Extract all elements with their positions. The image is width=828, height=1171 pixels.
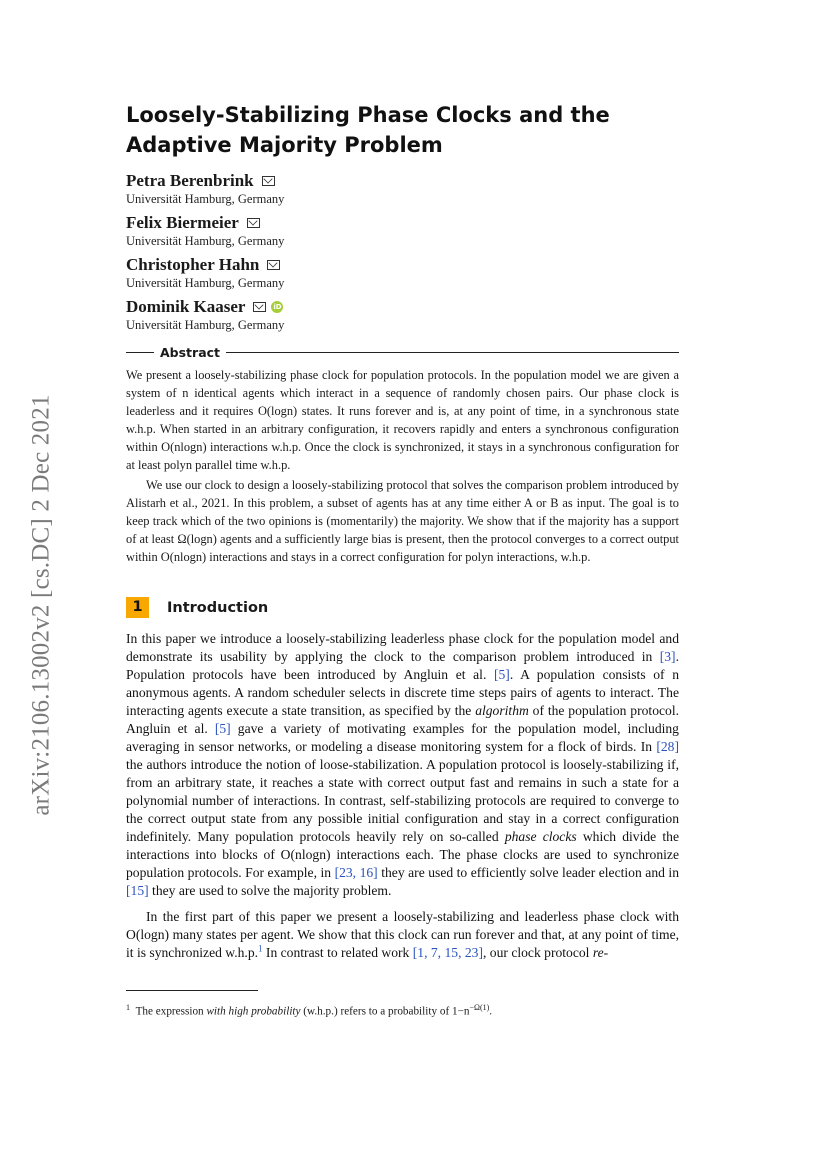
citation-link[interactable]: [15] xyxy=(126,883,149,898)
divider xyxy=(226,352,679,353)
footnote-divider xyxy=(126,990,258,991)
abstract-body xyxy=(126,366,679,566)
arxiv-identifier xyxy=(22,370,62,840)
orcid-icon[interactable]: iD xyxy=(273,302,282,311)
mail-icon[interactable] xyxy=(262,176,275,186)
paper-title: Loosely-Stabilizing Phase Clocks and the Adaptive Majority Problem xyxy=(126,103,610,157)
author-block xyxy=(126,212,686,249)
citation-link[interactable]: [5] xyxy=(493,667,510,682)
citation-link[interactable]: [23, 16] xyxy=(334,865,378,880)
author-name: Felix Biermeier xyxy=(126,213,239,232)
text-run: The expression xyxy=(135,1005,207,1018)
citation-link[interactable]: [1, 7, 15, 23] xyxy=(412,945,483,960)
text-run: (w.h.p.) refers to a probability of 1−n xyxy=(300,1005,470,1018)
text-run: . A population consists of n anonymous agents. A random scheduler selects in discrete time steps pairs of agents to interact. The interacting agents execute a state transition, as specified by the xyxy=(126,667,679,718)
author-list xyxy=(126,170,686,338)
mail-icon[interactable] xyxy=(253,302,266,312)
footnote-marker[interactable]: 1 xyxy=(258,943,263,954)
abstract-paragraph: We present a loosely-stabilizing phase clock for population protocols. In the population model we are given a system of n identical agents which interact in a sequence of randomly chosen pairs. Our phase clock is leaderless and it requires O(logn) states. It runs forever and is, at any point of time, in a synchronous state w.h.p. When started in an arbitrary configuration, it recovers rapidly and enters a synchronous configuration within O(nlogn) interactions w.h.p. Once the clock is synchronized, it stays in a synchronous configuration for at least polyn parallel time w.h.p. xyxy=(126,368,679,472)
footnote-number: 1 xyxy=(126,1003,130,1012)
section-number: 1 xyxy=(126,597,149,618)
section-title: Introduction xyxy=(167,599,269,616)
body-paragraph xyxy=(126,630,679,900)
divider xyxy=(126,352,154,353)
author-affiliation: Universität Hamburg, Germany xyxy=(126,318,285,332)
abstract-heading-text: Abstract xyxy=(160,345,221,360)
emphasis: phase clocks xyxy=(504,829,577,844)
citation-link[interactable]: [3] xyxy=(659,649,676,664)
author-name: Christopher Hahn xyxy=(126,255,260,274)
text-run: In this paper we introduce a loosely-stabilizing leaderless phase clock for the population model and demonstrate its usability by applying the clock to the comparison problem introduced in xyxy=(126,631,679,664)
text-run: the authors introduce the notion of loose-stabilization. A population protocol is loosely-stabilizing if, from an arbitrary state, it reaches a state with correct output fast and remains in such a state for a polynomial number of interactions. In contrast, self-stabilizing protocols are required to converge to the correct output state from any possible initial configuration and stay in a correct configuration indefinitely. Many population protocols heavily rely on so-called xyxy=(126,757,679,844)
arxiv-id-text: arXiv:2106.13002v2 [cs.DC] 2 Dec 2021 xyxy=(28,394,55,816)
text-run: they are used to solve the majority problem. xyxy=(148,883,392,898)
author-affiliation: Universität Hamburg, Germany xyxy=(126,276,285,290)
section-heading xyxy=(126,597,268,618)
text-run: gave a variety of motivating examples for the population model, including averaging in sensor networks, or modeling a disease monitoring system for a flock of birds. In xyxy=(126,721,679,754)
emphasis: algorithm xyxy=(475,703,529,718)
abstract-paragraph: We use our clock to design a loosely-stabilizing protocol that solves the comparison problem introduced by Alistarh et al., 2021. In this problem, a subset of agents has at any time either A or B as input. The goal is to keep track which of the two opinions is (momentarily) the majority. We show that if the majority has a support of at least Ω(logn) agents and a sufficiently large bias is present, then the protocol converges to a correct output within O(nlogn) interactions and stays in a correct configuration for polyn interactions, w.h.p. xyxy=(126,478,679,564)
abstract-heading xyxy=(126,345,679,360)
emphasis: with high probability xyxy=(206,1005,301,1018)
body-paragraph xyxy=(126,908,679,962)
text-run: , our clock protocol xyxy=(483,945,593,960)
text-run: In contrast to related work xyxy=(262,945,413,960)
author-affiliation: Universität Hamburg, Germany xyxy=(126,192,285,206)
author-name: Petra Berenbrink xyxy=(126,171,254,190)
author-affiliation: Universität Hamburg, Germany xyxy=(126,234,285,248)
emphasis: re- xyxy=(592,945,609,960)
citation-link[interactable]: [5] xyxy=(214,721,231,736)
author-block xyxy=(126,254,686,291)
text-run: they are used to efficiently solve leader election and in xyxy=(377,865,679,880)
author-name: Dominik Kaaser xyxy=(126,297,246,316)
mail-icon[interactable] xyxy=(267,260,280,270)
text-run: . Population protocols have been introduced by Angluin et al. xyxy=(126,649,679,682)
author-block xyxy=(126,296,686,333)
mail-icon[interactable] xyxy=(247,218,260,228)
text-run: which divide the interactions into blocks of O(nlogn) interactions each. The phase clocks are used to synchronize population protocols. For example, in xyxy=(126,829,679,880)
author-block xyxy=(126,170,686,207)
footnote xyxy=(126,1000,679,1020)
citation-link[interactable]: [28] xyxy=(656,739,679,754)
exponent: −Ω(1) xyxy=(469,1003,490,1012)
introduction-body xyxy=(126,630,679,962)
text-run: In the first part of this paper we present a loosely-stabilizing and leaderless phase clock with O(logn) many states per agent. We show that this clock can run forever and that, at any point of time, it is synchronized w.h.p. xyxy=(126,909,679,960)
text-run: of the population protocol. Angluin et al. xyxy=(126,703,680,736)
text-run: . xyxy=(489,1005,493,1018)
